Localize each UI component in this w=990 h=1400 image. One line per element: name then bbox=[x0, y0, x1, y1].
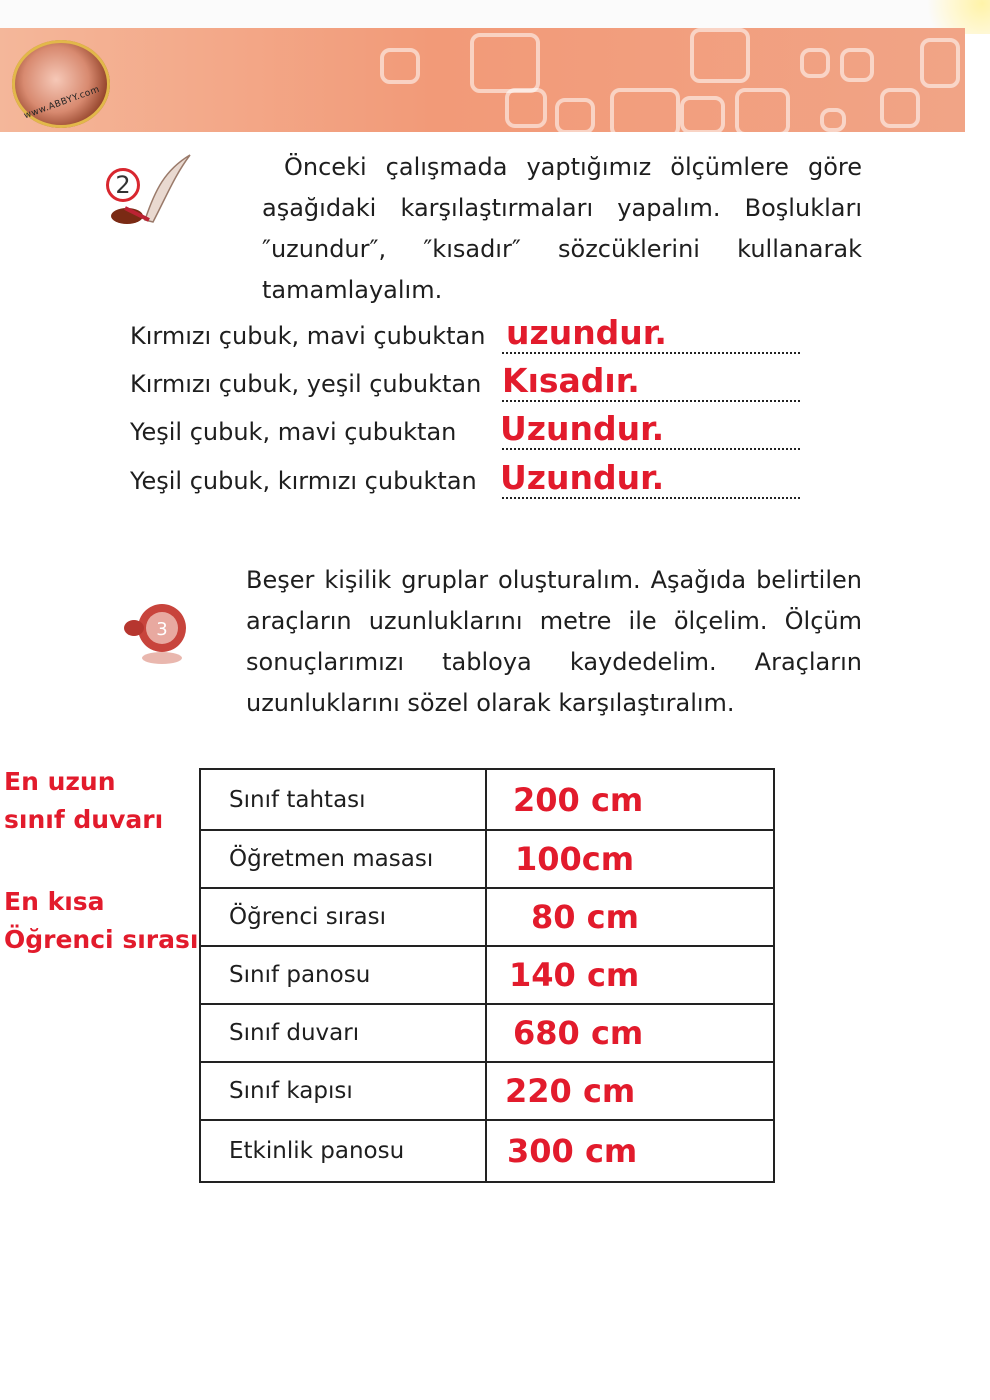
value-cell: 80 cm bbox=[486, 888, 774, 946]
exercise-number-badge: 2 bbox=[106, 168, 140, 202]
handwritten-answer: uzundur. bbox=[506, 313, 667, 352]
table-row bbox=[200, 946, 774, 1004]
handwritten-answer: Uzundur. bbox=[500, 458, 665, 497]
table-row bbox=[200, 1004, 774, 1062]
item-cell: Sınıf panosu bbox=[200, 946, 486, 1004]
item-cell: Sınıf tahtası bbox=[200, 769, 486, 830]
exercise-2-instructions: Önceki çalışmada yaptığımız ölçümlere göre aşağıdaki karşılaştırmaları yapalım. Boşlukları ″uzundur″, ″kısadır″ sözcüklerini kullanarak tamamlayalım. bbox=[262, 153, 862, 304]
comparison-row bbox=[130, 459, 690, 499]
item-cell: Öğrenci sırası bbox=[200, 888, 486, 946]
measurement-table bbox=[199, 768, 775, 1183]
svg-text:3: 3 bbox=[156, 619, 168, 640]
comparison-row bbox=[130, 314, 690, 354]
table-row bbox=[200, 769, 774, 830]
comparison-row bbox=[130, 362, 690, 402]
table-row bbox=[200, 888, 774, 946]
handwritten-answer: Kısadır. bbox=[502, 361, 640, 400]
exercise-3-instructions bbox=[106, 560, 862, 724]
table-row bbox=[200, 830, 774, 888]
header-banner bbox=[0, 28, 965, 132]
item-cell: Etkinlik panosu bbox=[200, 1120, 486, 1182]
comparison-label: Yeşil çubuk, mavi çubuktan bbox=[130, 418, 457, 446]
comparison-label: Kırmızı çubuk, yeşil çubuktan bbox=[130, 370, 482, 398]
answer-blank-line bbox=[502, 497, 800, 499]
value-cell: 300 cm bbox=[486, 1120, 774, 1182]
value-cell: 220 cm bbox=[486, 1062, 774, 1120]
value-cell: 200 cm bbox=[486, 769, 774, 830]
table-row bbox=[200, 1062, 774, 1120]
comparison-label: Yeşil çubuk, kırmızı çubuktan bbox=[130, 467, 477, 495]
value-cell: 100cm bbox=[486, 830, 774, 888]
value-cell: 680 cm bbox=[486, 1004, 774, 1062]
note-shortest-title: En kısa bbox=[4, 887, 105, 916]
logo-text: www.ABBYY.com bbox=[22, 84, 102, 122]
note-longest-title: En uzun bbox=[4, 767, 116, 796]
answer-blank-line bbox=[502, 400, 800, 402]
comparison-row bbox=[130, 410, 690, 450]
note-longest-value: sınıf duvarı bbox=[4, 805, 164, 834]
answer-blank-line bbox=[502, 352, 800, 354]
quill-pen-icon bbox=[105, 150, 195, 230]
value-cell: 140 cm bbox=[486, 946, 774, 1004]
table-row bbox=[200, 1120, 774, 1182]
comparison-label: Kırmızı çubuk, mavi çubuktan bbox=[130, 322, 486, 350]
handwritten-answer: Uzundur. bbox=[500, 409, 665, 448]
top-margin bbox=[0, 0, 990, 28]
item-cell: Öğretmen masası bbox=[200, 830, 486, 888]
item-cell: Sınıf duvarı bbox=[200, 1004, 486, 1062]
exercise-3-paragraph: Beşer kişilik gruplar oluşturalım. Aşağıda belirtilen araçların uzunluklarını metre ile ölçelim. Ölçüm sonuçlarımızı tabloya kaydedelim. Araçların uzunluklarını sözel olarak karşılaştıralım. bbox=[246, 566, 862, 717]
item-cell: Sınıf kapısı bbox=[200, 1062, 486, 1120]
answer-blank-line bbox=[502, 448, 800, 450]
note-shortest-value: Öğrenci sırası bbox=[4, 925, 199, 954]
